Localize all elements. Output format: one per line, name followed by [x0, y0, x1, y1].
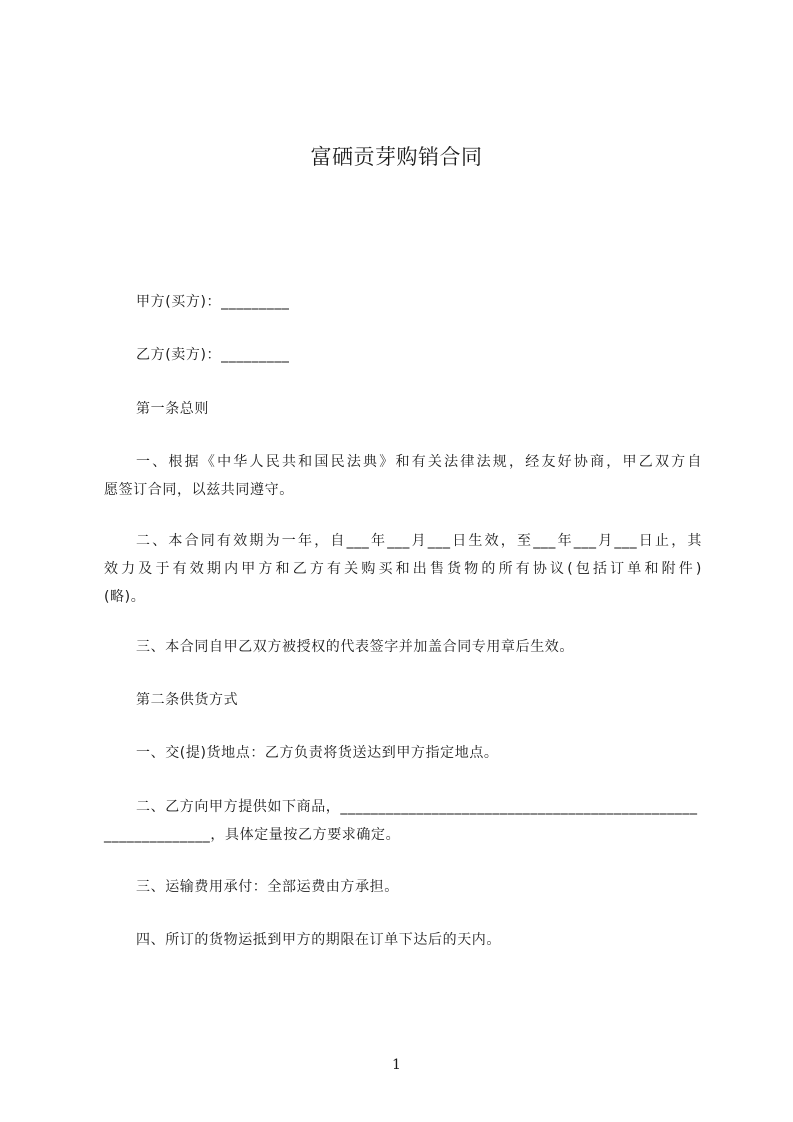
page-title: 富硒贡芽购销合同 — [310, 145, 483, 169]
section-heading-1 — [104, 395, 734, 423]
paragraph-line: 效力及于有效期内甲方和乙方有关购买和出售货物的所有协议(包括订单和附件) — [104, 561, 702, 577]
paragraph-line: 一、根据《中华人民共和国民法典》和有关法律法规，经友好协商，甲乙双方自 — [136, 454, 702, 470]
paragraph-line: 二、乙方向甲方提供如下商品，_______________________________________________ — [136, 799, 698, 815]
party-a-line — [104, 288, 734, 316]
paragraph-line: 二、本合同有效期为一年，自___年___月___日生效，至___年___月___日止，其 — [136, 533, 702, 549]
paragraph-line: 第一条总则 — [136, 401, 209, 417]
paragraph-line: 乙方(卖方)：_________ — [136, 347, 290, 363]
paragraph-line: 愿签订合同，以兹共同遵守。 — [104, 482, 294, 498]
section-heading-2 — [104, 686, 734, 714]
clause-1-2 — [104, 527, 702, 611]
party-b-line — [104, 341, 734, 369]
page-number: 1 — [392, 1057, 401, 1073]
clause-2-4 — [104, 926, 734, 954]
clause-2-3 — [104, 873, 734, 901]
paragraph-line: 四、所订的货物运抵到甲方的期限在订单下达后的天内。 — [136, 932, 501, 948]
paragraph-line: 第二条供货方式 — [136, 692, 239, 708]
clause-1-3 — [104, 633, 734, 661]
clause-1-1 — [104, 448, 702, 504]
paragraph-line: 三、运输费用承付：全部运费由方承担。 — [136, 879, 399, 895]
paragraph-line: 一、交(提)货地点：乙方负责将货送达到甲方指定地点。 — [136, 745, 499, 761]
paragraph-line: ______________，具体定量按乙方要求确定。 — [104, 827, 401, 843]
paragraph-line: 甲方(买方)：_________ — [136, 294, 290, 310]
clause-2-2 — [104, 793, 702, 849]
paragraph-line: (略)。 — [104, 589, 146, 605]
clause-2-1 — [104, 739, 734, 767]
paragraph-line: 三、本合同自甲乙双方被授权的代表签字并加盖合同专用章后生效。 — [136, 639, 574, 655]
